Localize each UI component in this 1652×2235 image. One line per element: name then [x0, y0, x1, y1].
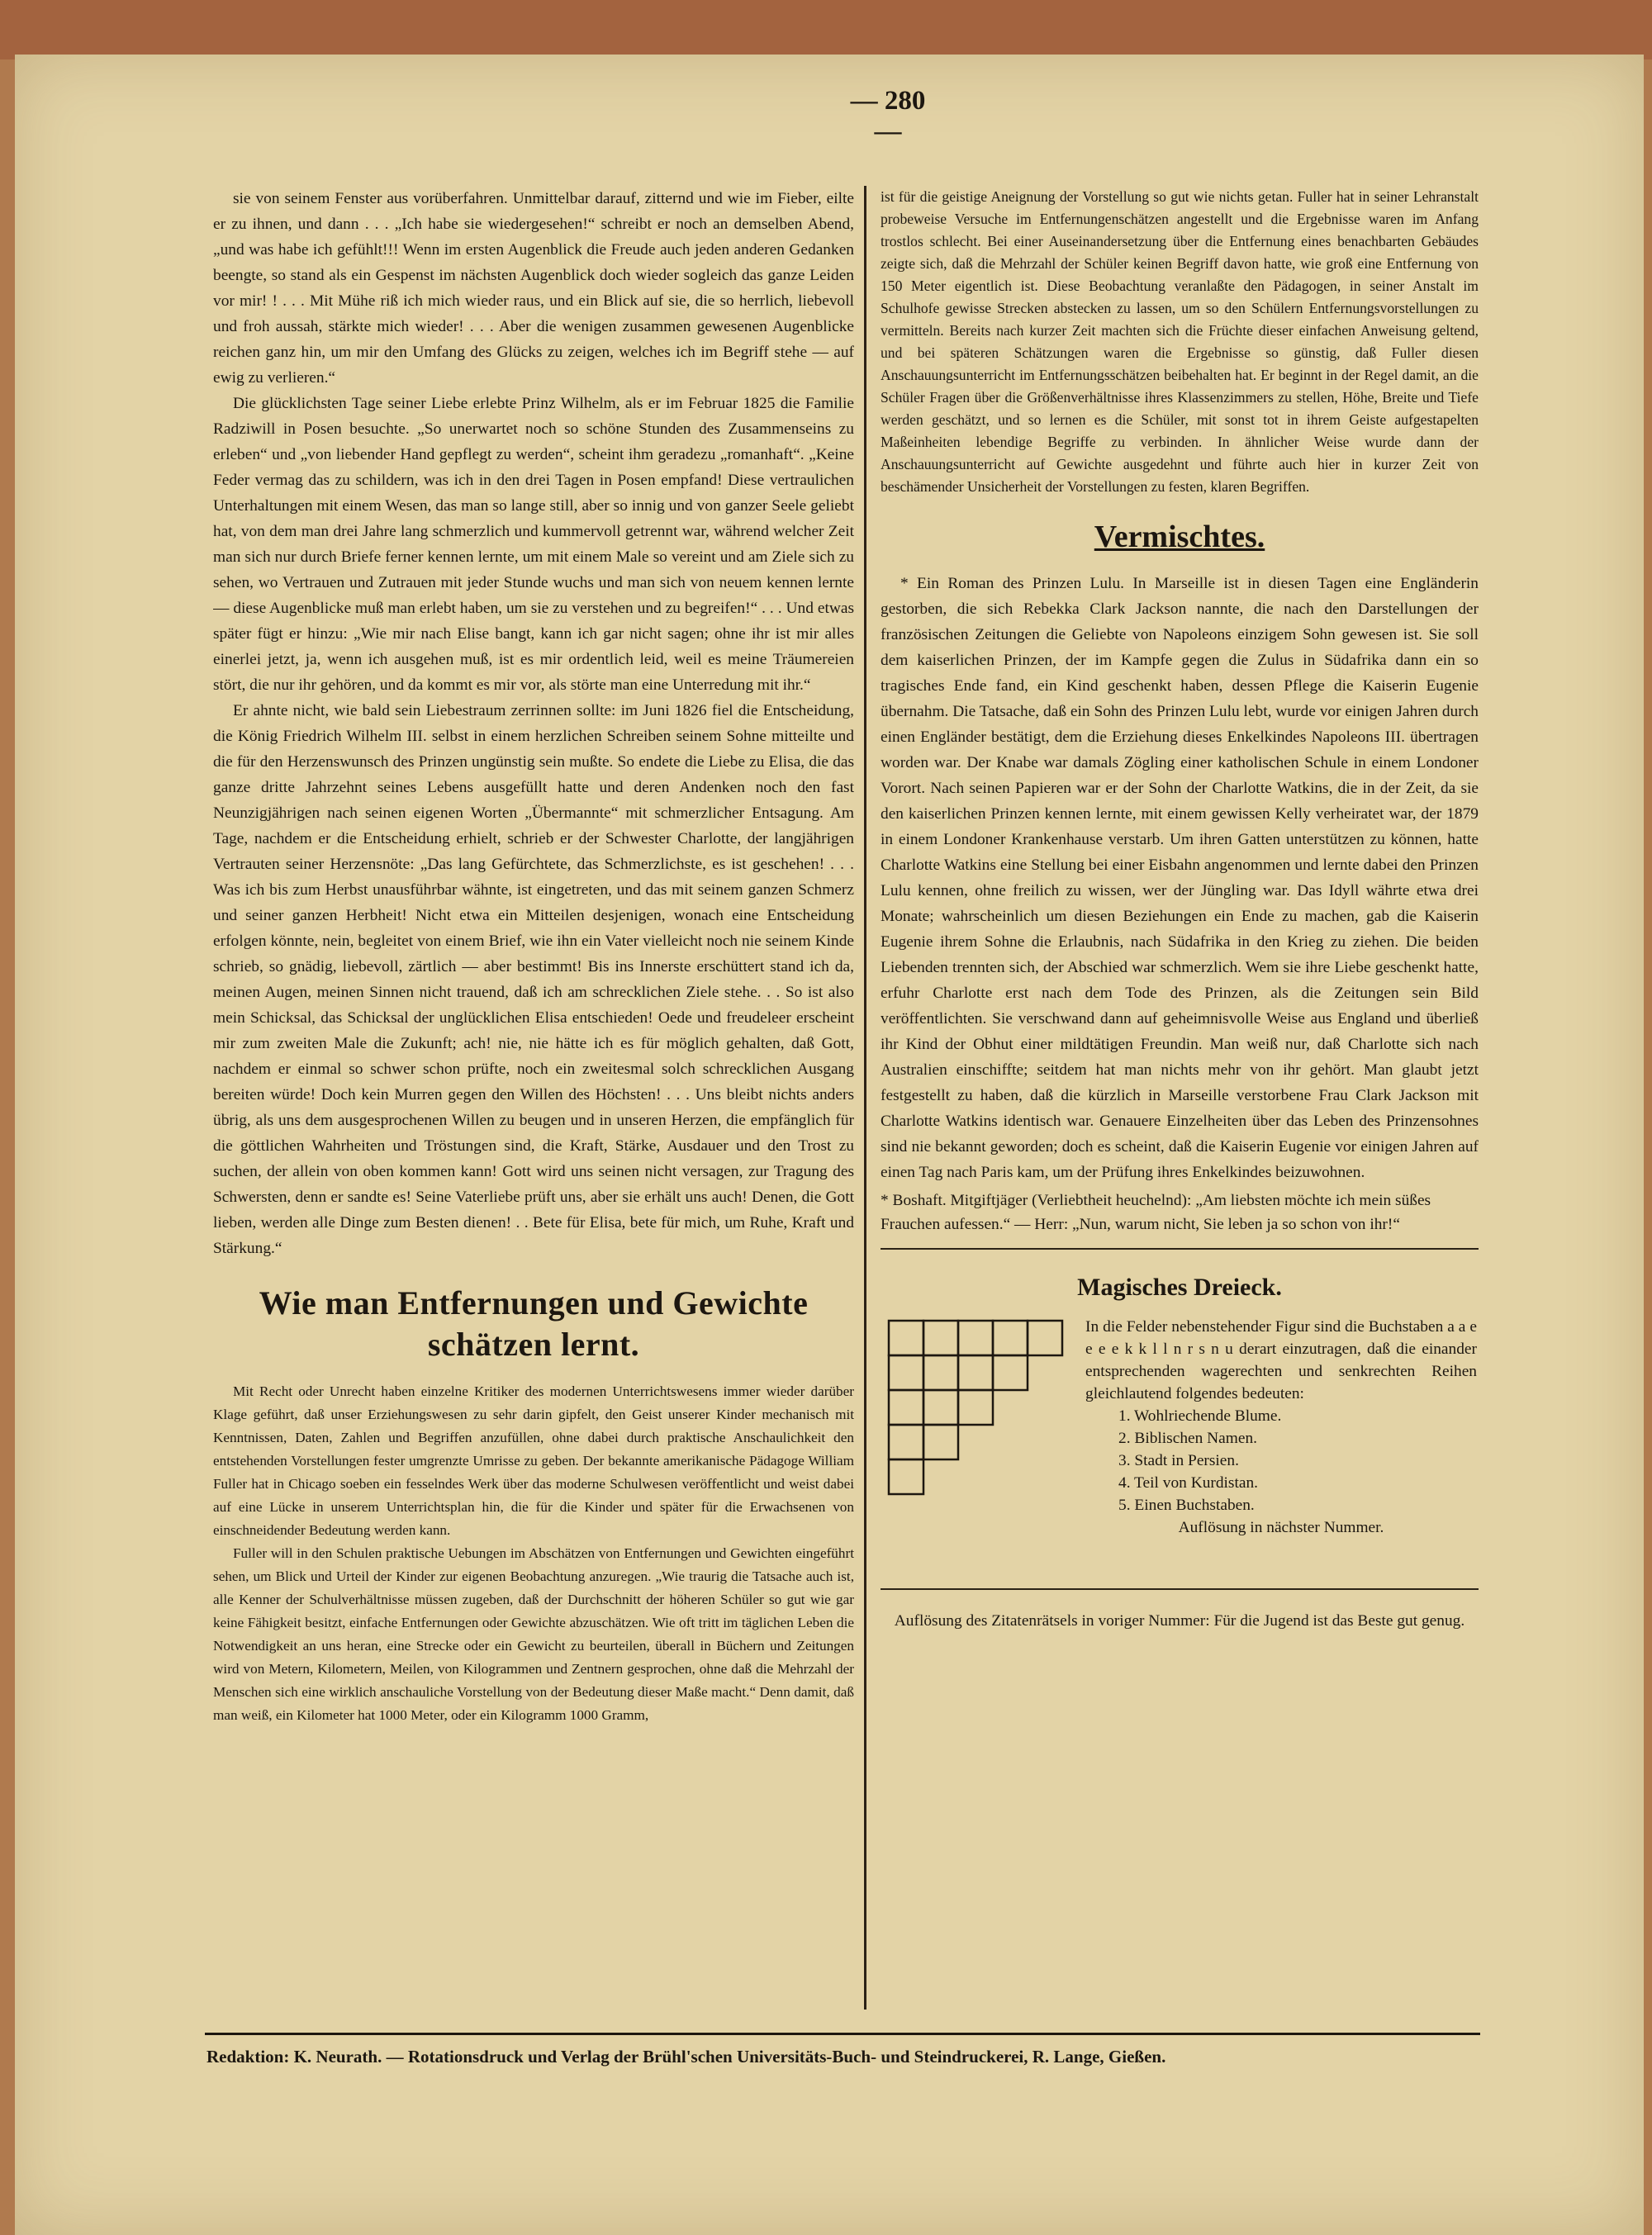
memoir-paragraph: sie von seinem Fenster aus vorüberfahren. Unmittelbar darauf, zitternd und wie im Fieber, eilte er zu ihnen, und dann . . . „Ich habe sie wiedergesehen!“ schreibt er noch an demselben Abend, „und was habe ich gefühlt!!! Wenn im ersten Augenblick die Freude auch jeden anderen Gedanken beengte, so stand als ein Gespenst im nächsten Augenblick doch wieder sogleich das ganze Leiden vor mir! ! . . . Mit Mühe riß ich mich wieder raus, und ein Blick auf sie, die so herrlich, liebevoll und froh aussah, stärkte mich wieder! . . . Aber die wenigen zusammen gewesenen Augenblicke reichen ganz hin, um mir den Umfang des Glücks zu zeigen, welches ich im Begriff stehe — auf ewig zu verlieren.“ — [213, 190, 854, 387]
solution-note: Auflösung in nächster Nummer. — [1178, 1519, 1384, 1536]
puzzle-cell — [923, 1355, 958, 1390]
puzzle-cell — [958, 1321, 993, 1355]
clue-item: 4. Teil von Kurdistan. — [1118, 1474, 1259, 1492]
continuation-paragraph: ist für die geistige Aneignung der Vorstellung so gut wie nichts getan. Fuller hat in seiner Lehranstalt probeweise Versuche im Entfernungenschätzen angestellt und die Ergebnisse waren im Anfang trostlos schlecht. Bei einer Auseinandersetzung über die Entfernung eines benachbarten Gebäudes zeigte sich, daß die Mehrzahl der Schüler keinen Begriff davon hatte, wie groß eine Entfernung von 150 Meter eigentlich ist. Diese Beobachtung veranlaßte den Pädagogen, in seiner Anstalt im Schulhofe gewisse Strecken abstecken zu lassen, um so den Schülern Entfernungsvorstellungen zu vermitteln. Bereits nach kurzer Zeit machten sich die Früchte dieser einfachen Anweisung geltend, und bei späteren Schätzungen waren die Ergebnisse so günstig, daß Fuller diesen Anschauungsunterricht im Entfernungsschätzen beibehalten hat. Er beginnt in der Regel damit, an die Schüler Fragen über die Größenverhältnisse ihres Klassenzimmers zu stellen, Höhe, Breite und Tiefe werden geschätzt, und so lernen es die Schüler, mit sonst tot in ihrem Geiste aufgestapelten Maßeinheiten lebendige Begriffe zu verbinden. In ähnlicher Weise wurde dann der Anschauungsunterricht auf Gewichte ausgedehnt und führte auch hier in kurzer Zeit von beschämender Unsicherheit der Vorstellungen zu festen, klaren Begriffen. — [881, 188, 1479, 495]
clue-item: 5. Einen Buchstaben. — [1118, 1497, 1255, 1514]
section-title: Vermischtes. — [1094, 520, 1265, 554]
clue-list — [1118, 1405, 1477, 1516]
puzzle-cell — [889, 1459, 923, 1494]
puzzle-cell — [993, 1355, 1028, 1390]
puzzle-cell — [889, 1321, 923, 1355]
footer-rule — [205, 2033, 1480, 2035]
article-paragraph: Mit Recht oder Unrecht haben einzelne Kritiker des modernen Unterrichtswesens immer wieder darüber Klage geführt, daß unser Erziehungswesen zu sehr darin gipfelt, den Geist unserer Kinder mechanisch mit Kenntnissen, Daten, Zahlen und Begriffen anzufüllen, ohne dabei durch praktische Anschaulichkeit den entstehenden Vorstellungen fester umgrenzte Umrisse zu geben. Der bekannte amerikanische Pädagoge William Fuller hat in Chicago soeben ein fesselndes Werk über das moderne Schulwesen veröffentlicht und weist dabei auf eine Lücke in unserem Unterrichtsplan hin, die für die Kinder und später für die Erwachsenen von einschneidender Bedeutung werden kann. — [213, 1383, 854, 1538]
top-edge-strip — [0, 0, 1652, 59]
article-body — [213, 1380, 854, 1727]
previous-solution: Auflösung des Zitatenrätsels in voriger Nummer: Für die Jugend ist das Beste gut genug. — [894, 1612, 1465, 1630]
magic-triangle-puzzle — [881, 1316, 1479, 1577]
story-paragraph: * Ein Roman des Prinzen Lulu. In Marseille ist in diesen Tagen eine Engländerin gestorben, die sich Rebekka Clark Jackson nannte, die nach den Darstellungen der französischen Zeitungen die Geliebte von Napoleons einzigem Sohn gewesen ist. Sie soll dem kaiserlichen Prinzen, der im Kampfe gegen die Zulus in Südafrika dann ein so tragisches Ende fand, ein Kind geschenkt haben, dessen Pflege die Kaiserin Eugenie übernahm. Die Tatsache, daß ein Sohn des Prinzen Lulu lebt, wurde vor einigen Jahren durch einen Engländer bestätigt, dem die Erziehung dieses Enkelkindes Napoleons III. übertragen worden war. Der Knabe war damals Zögling einer katholischen Schule in einem Londoner Vorort. Nach seinen Papieren war er der Sohn der Charlotte Watkins, die in der Zeit, da sie den kaiserlichen Prinzen kennen lernte, mit einem gewissen Kelly verheiratet war, der 1879 in einem Londoner Krankenhause verstarb. Um ihren Gatten unterstützen zu können, hatte Charlotte Watkins eine Stellung bei einer Eisbahn angenommen und lernte dabei den Prinzen Lulu kennen, ohne freilich zu wissen, wer der Jüngling war. Das Idyll währte etwa drei Monate; wahrscheinlich um diesen Beziehungen ein Ende zu machen, gab die Kaiserin Eugenie ihrem Sohne die Erlaubnis, nach Südafrika in den Krieg zu ziehen. Die beiden Liebenden trennten sich, der Abschied war schmerzlich. Wem sie ihre Liebe geschenkt hatte, erfuhr Charlotte erst nach dem Tode des Prinzen, als die Zeitungen sein Bild veröffentlichten. Sie verschwand dann auf geheimnisvolle Weise aus England und überließ ihr Kind der Obhut einer mildtätigen Freundin. Man weiß nur, daß Charlotte sich nach Australien einschiffte; seitdem hat man nichts mehr von ihr gehört. Man glaubt jetzt festgestellt zu haben, daß die kürzlich in Marseille verstorbene Frau Clark Jackson mit Charlotte Watkins identisch war. Genauere Einzelheiten über das Leben des Prinzensohnes sind nie bekannt geworden; doch es scheint, daß die Kaiserin Eugenie vor einigen Jahren auf einen Tag nach Paris kam, um der Prüfung ihres Enkelkindes beizuwohnen. — [881, 575, 1479, 1181]
divider-rule — [881, 1588, 1479, 1590]
clue-item: 2. Biblischen Namen. — [1118, 1430, 1258, 1447]
clue-item: 1. Wohlriechende Blume. — [1118, 1407, 1282, 1425]
puzzle-cell — [993, 1321, 1028, 1355]
puzzle-cell — [889, 1355, 923, 1390]
quip-paragraph: * Boshaft. Mitgiftjäger (Verliebtheit heuchelnd): „Am liebsten möchte ich mein süßes Frauchen aufessen.“ — Herr: „Nun, warum nicht, Sie leben ja so schon von ihr!“ — [881, 1192, 1431, 1233]
puzzle-cell — [1028, 1321, 1062, 1355]
puzzle-title: Magisches Dreieck. — [1077, 1274, 1282, 1301]
left-column — [213, 186, 854, 2011]
imprint: Redaktion: K. Neurath. — Rotationsdruck und Verlag der Brühl'schen Universitäts-Buch- und Steindruckerei, R. Lange, Gießen. — [206, 2047, 1166, 2067]
right-column — [881, 186, 1479, 2011]
puzzle-intro: In die Felder nebenstehender Figur sind die Buchstaben a a e e e e k k l l n r s n u derart einzutragen, daß die einander entsprechenden wagerechten und senkrechten Reihen gleichlautend folgendes bedeuten: — [1085, 1318, 1477, 1402]
divider-rule — [881, 1248, 1479, 1250]
puzzle-cell — [889, 1390, 923, 1425]
puzzle-cell — [923, 1321, 958, 1355]
puzzle-text — [1085, 1316, 1477, 1539]
puzzle-cell — [923, 1390, 958, 1425]
puzzle-cell — [958, 1355, 993, 1390]
article-headline: Wie man Entfernungen und Gewichte schätzen lernt. — [259, 1284, 809, 1363]
article-continuation — [881, 186, 1479, 498]
puzzle-cell — [923, 1425, 958, 1459]
memoir-paragraph: Er ahnte nicht, wie bald sein Liebestraum zerrinnen sollte: im Juni 1826 fiel die Entscheidung, die König Friedrich Wilhelm III. selbst in einem herzlichen Schreiben seinem Sohne mitteilte und die für den Herzenswunsch des Prinzen ungünstig sein mußte. So endete die Liebe zu Elisa, die das ganze dritte Jahrzehnt seines Lebens ausgefüllt hatte und deren Andenken noch den fast Neunzigjährigen nach seinen eigenen Worten „Übermannte“ mit schmerzlicher Entsagung. Am Tage, nachdem er die Entscheidung erhielt, schrieb er der Schwester Charlotte, der langjährigen Vertrauten seiner Herzensnöte: „Das lang Gefürchtete, das Schmerzlichste, es ist geschehen! . . . Was ich bis zum Herbst unausführbar wähnte, ist eingetreten, und das mit seinem ganzen Schmerz und seiner ganzen Herbheit! Nicht etwa ein Mitteilen desjenigen, wonach eine Entscheidung erfolgen könnte, nein, begleitet von einem Brief, wie ihn ein Vater vielleicht noch nie seinem Kinde schrieb, so gnädig, liebevoll, zärtlich — aber bestimmt! Bis ins Innerste erschüttert stand ich da, meinen Augen, meinen Sinnen nicht trauend, daß ich am schrecklichen Ziele stehe. . . So ist also mein Schicksal, das Schicksal der unglücklichen Elisa entschieden! Oede und freudeleer erscheint mir zum zweiten Male die Zukunft; ach! nie, nie hätte ich es für möglich gehalten, daß Gott, nachdem er einmal so schwer schon prüfte, noch ein zweitesmal solch schrecklichen Ausgang bereiten würde! Doch kein Murren gegen den Willen des Höchsten! . . . Uns bleibt nichts anders übrig, als uns dem ausgesprochenen Willen zu beugen und in unseren Herzen, die empfänglich für die göttlichen Wahrheiten und Tröstungen sind, die Kraft, Stärke, Ausdauer und den Trost zu suchen, der allein von oben kommen kann! Gott wird uns seinen nicht versagen, zur Tragung des Schwersten, denn er sandte es! Seine Vaterliebe prüft uns, aber sie erhält uns auch! Denen, die Gott lieben, werden alle Dinge zum Besten dienen! . . Bete für Elisa, bete für mich, um Ruhe, Kraft und Stärkung.“ — [213, 702, 854, 1257]
article-paragraph: Fuller will in den Schulen praktische Uebungen im Abschätzen von Entfernungen und Gewichten eingeführt sehen, um Blick und Urteil der Kinder zur eigenen Beobachtung anzuregen. „Wie traurig die Tatsache auch ist, alle Kenner der Schulverhältnisse müssen zugeben, daß der Durchschnitt der höheren Schüler so gut wie gar keine Fähigkeit besitzt, einfache Entfernungen oder Gewichte abzuschätzen. Wie oft tritt im täglichen Leben die Notwendigkeit an uns heran, eine Strecke oder ein Gewicht zu beurteilen, überall in Büchern und Zeitungen wird von Metern, Kilometern, Meilen, von Kilogrammen und Zentnern gesprochen, ohne daß die Mehrzahl der Menschen sich eine wirklich anschauliche Vorstellung von der Bedeutung dieser Maße macht.“ Denn damit, daß man weiß, ein Kilometer hat 1000 Meter, oder ein Kilogramm 1000 Gramm, — [213, 1545, 854, 1723]
memoir-paragraph: Die glücklichsten Tage seiner Liebe erlebte Prinz Wilhelm, als er im Februar 1825 die Familie Radziwill in Posen besuchte. „So unerwartet noch so schöne Stunden des Zusammenseins zu erleben“ und „von liebender Hand gepflegt zu werden“, scheint ihm geradezu „romanhaft“. „Keine Feder vermag das zu schildern, was ich in den drei Tagen in Posen empfand! Diese vertraulichen Unterhaltungen mit einem Wesen, das man so lange still, aber so innig und von ganzer Seele geliebt hat, von dem man drei Jahre lang schmerzlich und kummervoll getrennt war, während welcher Zeit man sich nur durch Briefe ferner kennen lernte, um mit einem Male so vereint und am Ziele sich zu sehen, wo Vertrauen und Zutrauen mit jeder Stunde wuchs und man sich von neuem kennen lernte — diese Augenblicke muß man erlebt haben, um sie zu verstehen und zu begreifen!“ . . . Und etwas später fügt er hinzu: „Wie mir nach Elise bangt, kann ich gar nicht sagen; ohne ihr ist mir alles einerlei jetzt, ja, wenn ich ausgehen muß, ist es mir ordentlich leid, weil es meine Träumereien stört, die nur ihr gehören, und da kommt es mir vor, als störte man eine Unterredung mit ihr.“ — [213, 395, 854, 694]
puzzle-cell — [889, 1425, 923, 1459]
page-number: — 280 — — [850, 86, 926, 146]
triangle-grid-icon — [887, 1319, 1070, 1502]
clue-item: 3. Stadt in Persien. — [1118, 1452, 1239, 1469]
column-divider — [864, 186, 866, 2010]
puzzle-cell — [958, 1390, 993, 1425]
